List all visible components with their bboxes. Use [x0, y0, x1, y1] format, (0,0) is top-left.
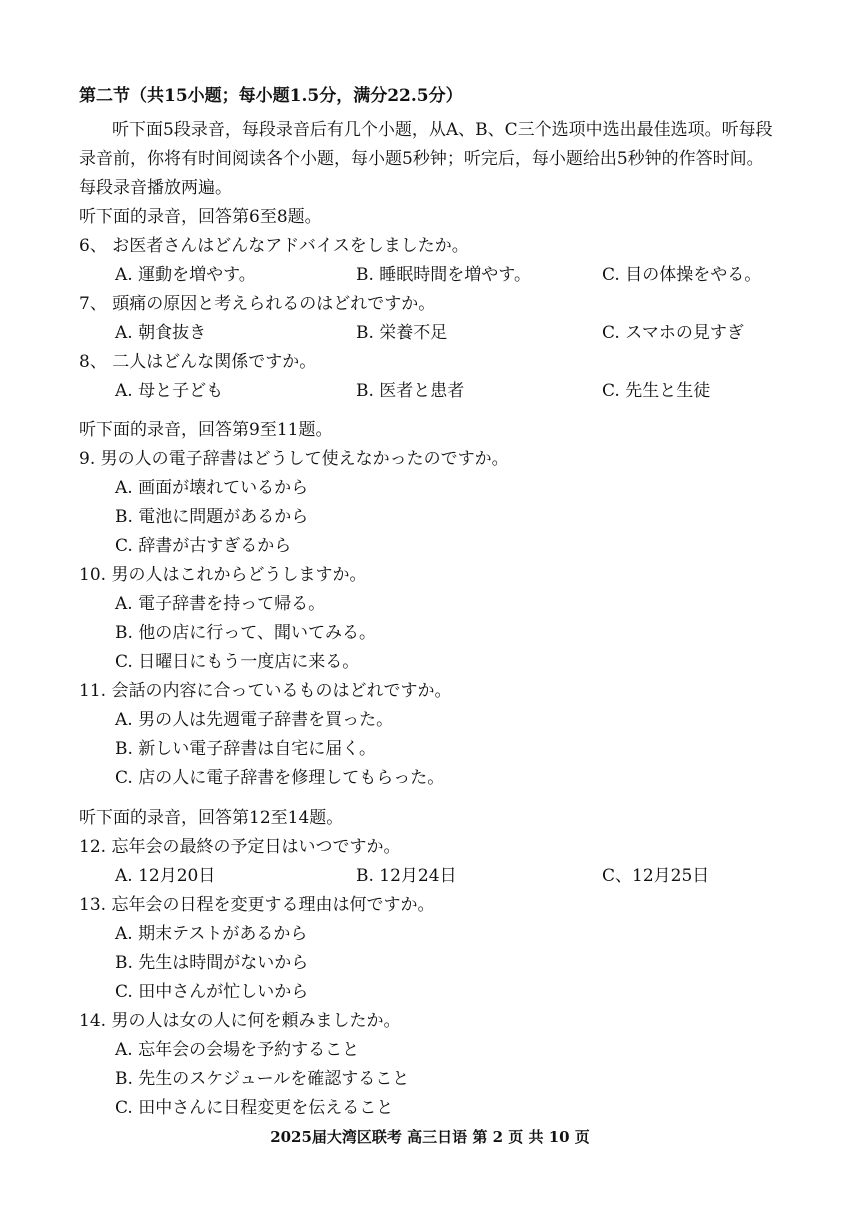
option-b: B. 12月24日 [356, 866, 457, 886]
option-b: B. 先生のスケジュールを確認すること [115, 1069, 410, 1089]
question-9: 9. 男の人の電子辞書はどうして使えなかったのですか。 [79, 449, 509, 469]
option-a: A. 12月20日 [115, 866, 216, 886]
question-12: 12. 忘年会の最終の予定日はいつですか。 [79, 837, 401, 857]
group-heading: 听下面的录音，回答第9至11题。 [79, 420, 333, 440]
question-10: 10. 男の人はこれからどうしますか。 [79, 565, 367, 585]
option-a: A. 運動を増やす。 [115, 265, 256, 285]
option-c: C. 辞書が古すぎるから [115, 536, 292, 556]
question-8: 8、 二人はどんな関係ですか。 [79, 352, 317, 372]
option-c: C. 田中さんに日程変更を伝えること [115, 1098, 394, 1118]
question-13: 13. 忘年会の日程を変更する理由は何ですか。 [79, 895, 435, 915]
option-a: A. 忘年会の会場を予約すること [115, 1040, 360, 1060]
option-c: C. スマホの見すぎ [602, 323, 744, 343]
option-a: A. 期末テストがあるから [115, 924, 308, 944]
option-a: A. 男の人は先週電子辞書を買った。 [115, 710, 394, 730]
option-c: C. 先生と生徒 [602, 381, 711, 401]
instruction-line-1: 听下面5段录音，每段录音后有几个小题，从A、B、C三个选项中选出最佳选项。听每段 [112, 120, 773, 140]
option-a: A. 朝食抜き [115, 323, 207, 343]
option-b: B. 電池に問題があるから [115, 507, 309, 527]
question-11: 11. 会話の内容に合っているものはどれですか。 [79, 681, 452, 701]
option-c: C. 目の体操をやる。 [602, 265, 762, 285]
option-b: B. 他の店に行って、聞いてみる。 [115, 623, 376, 643]
option-c: C、12月25日 [602, 866, 710, 886]
option-a: A. 電子辞書を持って帰る。 [115, 594, 326, 614]
option-b: B. 栄養不足 [356, 323, 448, 343]
option-a: A. 母と子ども [115, 381, 224, 401]
page-footer: 2025届大湾区联考 高三日语 第 2 页 共 10 页 [270, 1128, 590, 1146]
option-b: B. 医者と患者 [356, 381, 465, 401]
question-14: 14. 男の人は女の人に何を頼みましたか。 [79, 1011, 401, 1031]
option-b: B. 睡眠時間を増やす。 [356, 265, 531, 285]
option-a: A. 画面が壊れているから [115, 478, 309, 498]
option-c: C. 店の人に電子辞書を修理してもらった。 [115, 768, 445, 788]
instruction-line-3: 每段录音播放两遍。 [79, 178, 232, 198]
group-heading: 听下面的录音，回答第12至14题。 [79, 808, 344, 828]
section-title: 第二节（共15小题；每小题1.5分，满分22.5分） [79, 86, 463, 106]
group-heading: 听下面的录音，回答第6至8题。 [79, 207, 322, 227]
option-c: C. 日曜日にもう一度店に来る。 [115, 652, 360, 672]
option-b: B. 先生は時間がないから [115, 953, 309, 973]
question-6: 6、 お医者さんはどんなアドバイスをしましたか。 [79, 236, 469, 256]
option-b: B. 新しい電子辞書は自宅に届く。 [115, 739, 376, 759]
question-7: 7、 頭痛の原因と考えられるのはどれですか。 [79, 294, 436, 314]
instruction-line-2: 录音前，你将有时间阅读各个小题，每小题5秒钟；听完后，每小题给出5秒钟的作答时间。 [79, 149, 764, 169]
option-c: C. 田中さんが忙しいから [115, 982, 309, 1002]
